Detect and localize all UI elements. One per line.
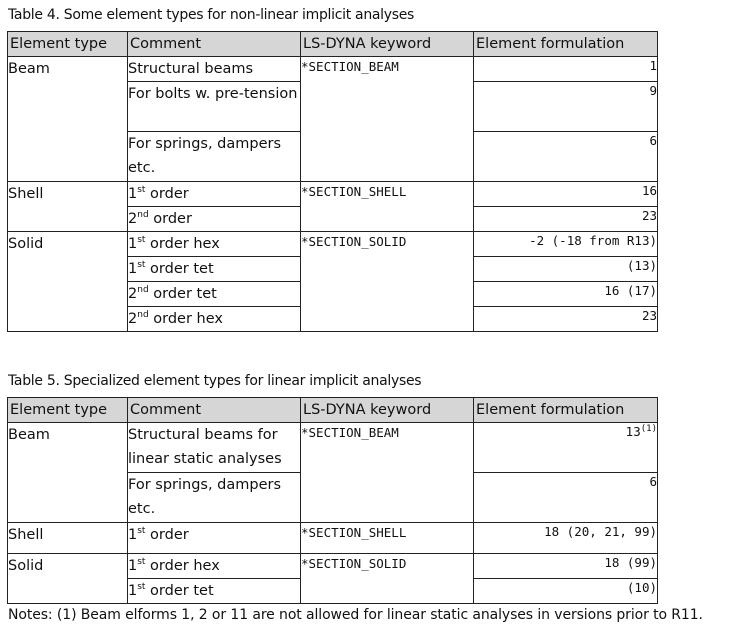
table4-caption: Table 4. Some element types for non-linear implicit analyses [8, 7, 415, 23]
order-suffix: st [137, 235, 146, 246]
formulation-cell: 6 [474, 132, 658, 182]
element-type-shell: Shell [8, 523, 128, 554]
keyword-section-beam: *SECTION_BEAM [301, 57, 474, 182]
formulation-cell: 23 [474, 307, 658, 332]
comment-cell [128, 554, 301, 579]
order-number: 2 [128, 211, 138, 227]
order-number: 1 [128, 236, 138, 252]
order-suffix: st [137, 526, 146, 537]
order-suffix: st [137, 582, 146, 593]
order-suffix: st [137, 260, 146, 271]
table4-header-row [8, 32, 658, 57]
comment-cell [128, 257, 301, 282]
table-row [8, 182, 658, 207]
comment-cell [128, 523, 301, 554]
element-type-solid: Solid [8, 232, 128, 332]
formulation-cell [474, 423, 658, 473]
order-number: 1 [128, 261, 138, 277]
comment-cell [128, 307, 301, 332]
order-suffix: st [137, 557, 146, 568]
order-suffix: nd [137, 285, 149, 296]
footnote-marker: (1) [640, 423, 657, 434]
table5-header-row [8, 398, 658, 423]
table-row [8, 57, 658, 82]
formulation-cell: (10) [474, 579, 658, 604]
order-text: order hex [145, 236, 220, 252]
comment-cell: Structural beams [128, 57, 301, 82]
table-row [8, 423, 658, 473]
order-suffix: nd [137, 210, 149, 221]
keyword-section-solid: *SECTION_SOLID [301, 554, 474, 604]
order-number: 1 [128, 186, 138, 202]
table5 [7, 397, 658, 604]
order-number: 2 [128, 311, 138, 327]
comment-cell: For springs, dampers etc. [128, 132, 301, 182]
order-text: order tet [148, 286, 217, 302]
formulation-cell: 23 [474, 207, 658, 232]
formulation-cell: 9 [474, 82, 658, 132]
element-type-solid: Solid [8, 554, 128, 604]
order-number: 1 [128, 558, 138, 574]
formulation-cell: 6 [474, 473, 658, 523]
header-element-type: Element type [8, 32, 128, 57]
comment-cell: For bolts w. pre-tension [128, 82, 301, 132]
keyword-section-shell: *SECTION_SHELL [301, 523, 474, 554]
comment-cell: Structural beams for linear static analyses [128, 423, 301, 473]
notes-text: Notes: (1) Beam elforms 1, 2 or 11 are not allowed for linear static analyses in versions prior to R11. [8, 607, 703, 623]
comment-cell [128, 207, 301, 232]
table4 [7, 31, 658, 332]
comment-cell [128, 282, 301, 307]
order-number: 2 [128, 286, 138, 302]
order-suffix: nd [137, 310, 149, 321]
formulation-cell: 1 [474, 57, 658, 82]
comment-cell [128, 232, 301, 257]
keyword-section-shell: *SECTION_SHELL [301, 182, 474, 232]
order-text: order [148, 211, 192, 227]
keyword-section-solid: *SECTION_SOLID [301, 232, 474, 332]
element-type-shell: Shell [8, 182, 128, 232]
comment-cell: For springs, dampers etc. [128, 473, 301, 523]
formulation-cell: 18 (99) [474, 554, 658, 579]
order-text: order [145, 527, 189, 543]
comment-cell [128, 579, 301, 604]
comment-cell [128, 182, 301, 207]
table-row [8, 554, 658, 579]
header-formulation: Element formulation [474, 32, 658, 57]
table-row [8, 232, 658, 257]
order-text: order tet [145, 261, 214, 277]
table5-caption: Table 5. Specialized element types for linear implicit analyses [8, 373, 422, 389]
order-text: order tet [145, 583, 214, 599]
header-keyword: LS-DYNA keyword [301, 32, 474, 57]
element-type-beam: Beam [8, 57, 128, 182]
header-comment: Comment [128, 398, 301, 423]
keyword-section-beam: *SECTION_BEAM [301, 423, 474, 523]
formulation-cell: (13) [474, 257, 658, 282]
header-keyword: LS-DYNA keyword [301, 398, 474, 423]
order-number: 1 [128, 583, 138, 599]
order-text: order [145, 186, 189, 202]
header-comment: Comment [128, 32, 301, 57]
formulation-cell: 16 (17) [474, 282, 658, 307]
table-row [8, 523, 658, 554]
order-text: order hex [145, 558, 220, 574]
order-number: 1 [128, 527, 138, 543]
header-formulation: Element formulation [474, 398, 658, 423]
element-type-beam: Beam [8, 423, 128, 523]
formulation-cell: 16 [474, 182, 658, 207]
formulation-value: 13 [625, 424, 641, 439]
order-text: order hex [148, 311, 223, 327]
header-element-type: Element type [8, 398, 128, 423]
formulation-cell: 18 (20, 21, 99) [474, 523, 658, 554]
order-suffix: st [137, 185, 146, 196]
formulation-cell: -2 (-18 from R13) [474, 232, 658, 257]
